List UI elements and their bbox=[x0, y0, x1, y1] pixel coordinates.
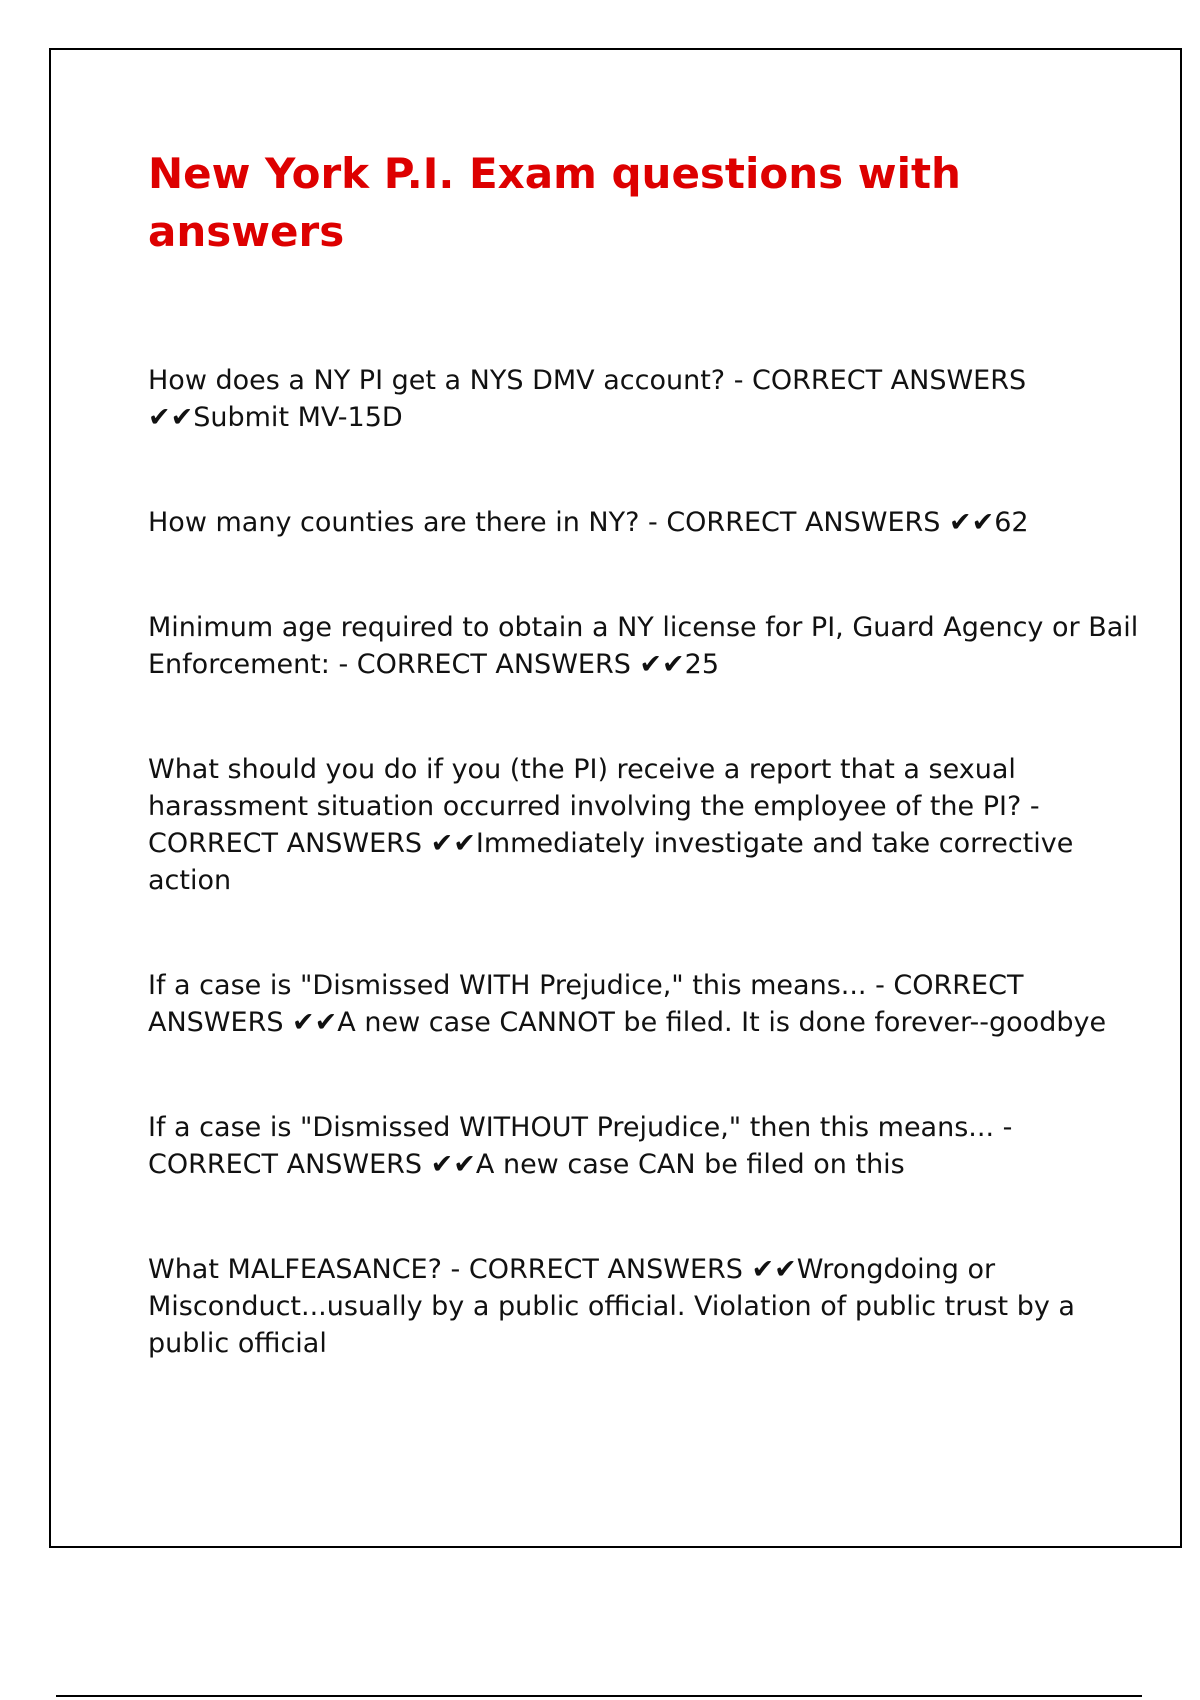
qa-item: What MALFEASANCE? - CORRECT ANSWERS ✔✔Wrongdoing or Misconduct...usually by a public official. Violation of public trust by a public official bbox=[148, 1254, 1084, 1359]
qa-item: What should you do if you (the PI) receive a report that a sexual harassment situation occurred involving the employee of the PI? - CORRECT ANSWERS ✔✔Immediately investigate and take corrective action bbox=[148, 754, 1082, 896]
document-title: New York P.I. Exam questions with answers bbox=[148, 149, 961, 256]
document-content bbox=[148, 145, 1148, 1430]
qa-item: If a case is "Dismissed WITH Prejudice," this means... - CORRECT ANSWERS ✔✔A new case CANNOT be filed. It is done forever--goodbye bbox=[148, 970, 1107, 1038]
qa-item: If a case is "Dismissed WITHOUT Prejudice," then this means... - CORRECT ANSWERS ✔✔A new case CAN be filed on this bbox=[148, 1112, 1021, 1180]
qa-list bbox=[148, 362, 1148, 1362]
bottom-divider bbox=[56, 1695, 1142, 1697]
qa-item: How many counties are there in NY? - CORRECT ANSWERS ✔✔62 bbox=[148, 507, 1029, 538]
page-frame bbox=[49, 48, 1182, 1548]
qa-item: How does a NY PI get a NYS DMV account? - CORRECT ANSWERS ✔✔Submit MV-15D bbox=[148, 365, 1035, 433]
qa-item: Minimum age required to obtain a NY license for PI, Guard Agency or Bail Enforcement: - CORRECT ANSWERS ✔✔25 bbox=[148, 612, 1147, 680]
